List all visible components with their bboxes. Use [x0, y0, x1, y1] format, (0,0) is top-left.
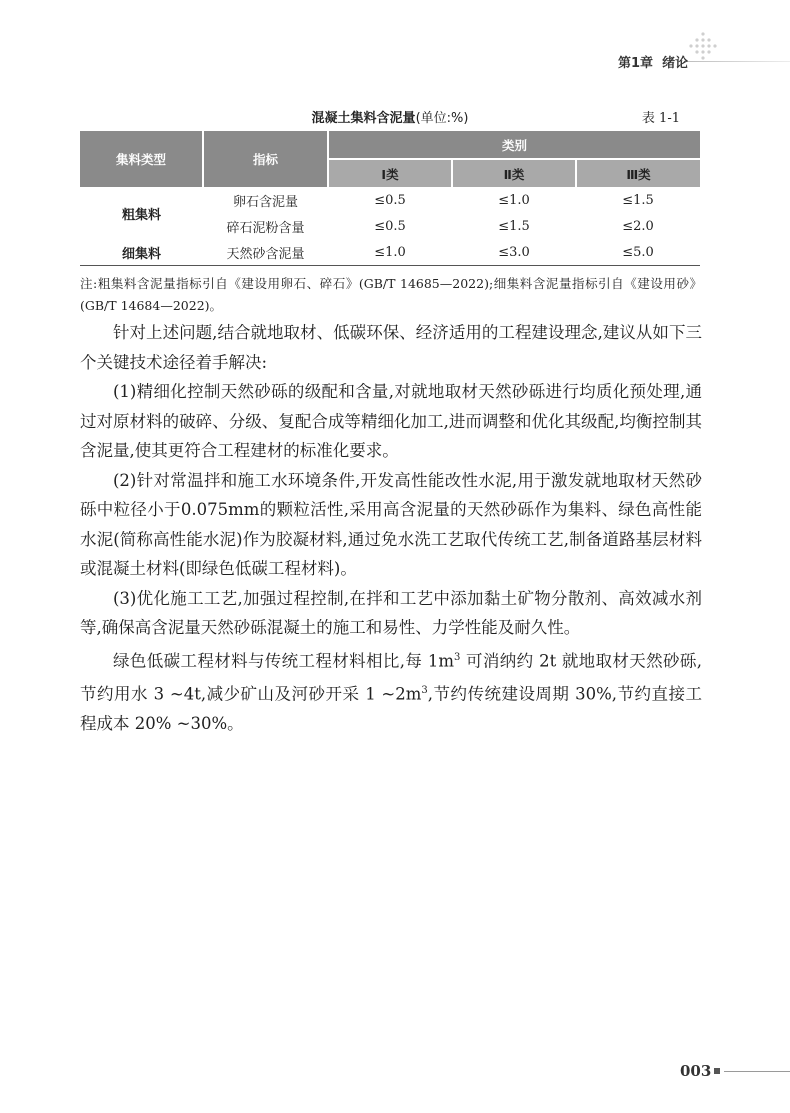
body-text [80, 318, 702, 738]
footer-rule [724, 1071, 790, 1072]
silt-content-table [80, 131, 700, 266]
benefits-superscript-2: 3 [421, 684, 428, 696]
group-fine-aggregate: 细集料 [80, 239, 203, 266]
header-aggregate-type: 集料类型 [80, 131, 203, 187]
benefits-text-c: ,节约传统建设周期 30%,节约直接工程成本 20% ~30%。 [80, 684, 702, 733]
row-value-class-2: ≤1.0 [498, 192, 530, 208]
row-value-class-3: ≤5.0 [576, 239, 700, 266]
table-note: 注:粗集料含泥量指标引自《建设用卵石、碎石》(GB/T 14685—2022);细集料含泥量指标引自《建设用砂》(GB/T 14684—2022)。 [80, 276, 702, 313]
paragraph-measure-2: (2)针对常温拌和施工水环境条件,开发高性能改性水泥,用于激发就地取材天然砂砾中粒径小于0.075mm的颗粒活性,采用高含泥量的天然砂砾作为集料、绿色高性能水泥(简称高性能水泥)作为胶凝材料,通过免水洗工艺取代传统工艺,制备道路基层材料或混凝土材料(即绿色低碳工程材料)。 [80, 470, 702, 578]
benefits-text-a: 绿色低碳工程材料与传统工程材料相比,每 1m [113, 651, 454, 670]
row-value-class-2: ≤3.0 [452, 239, 576, 266]
header-rule [685, 61, 790, 62]
page-number: 003 [680, 1062, 712, 1080]
table-title [80, 107, 700, 126]
table-row [80, 239, 700, 266]
header-class-3: Ⅲ类 [576, 159, 700, 187]
paragraph-measure-3: (3)优化施工工艺,加强过程控制,在拌和工艺中添加黏土矿物分散剂、高效减水剂等,确保高含泥量天然砂砾混凝土的施工和易性、力学性能及耐久性。 [80, 588, 702, 637]
running-header [590, 52, 790, 78]
row-value-class-3: ≤1.5 [622, 192, 654, 208]
row-value-class-1: ≤0.5 [374, 192, 406, 208]
row-indicator: 卵石含泥量 [232, 194, 298, 210]
benefits-text-b: 可消纳约 2t 就地取材天然砂砾,节约用水 3 ~4t,减少矿山及河砂开采 1 ~2m [80, 651, 703, 703]
header-class-2: Ⅱ类 [452, 159, 576, 187]
table-row [80, 187, 700, 213]
paragraph-benefits [80, 643, 702, 739]
chapter-number: 第1章 [618, 56, 654, 71]
paragraph-measure-1: (1)精细化控制天然砂砾的级配和含量,对就地取材天然砂砾进行均质化预处理,通过对原材料的破碎、分级、复配合成等精细化加工,进而调整和优化其级配,均衡控制其含泥量,使其更符合工程建材的标准化要求。 [80, 382, 702, 460]
row-value-class-2: ≤1.5 [498, 218, 530, 234]
chapter-name: 绪论 [662, 56, 689, 71]
page-footer [680, 1062, 790, 1080]
row-value-class-3: ≤2.0 [622, 218, 654, 234]
header-class-1: Ⅰ类 [328, 159, 452, 187]
row-indicator: 碎石泥粉含量 [226, 220, 305, 236]
header-indicator: 指标 [203, 131, 328, 187]
table-caption [80, 107, 700, 125]
table-header-row [80, 131, 700, 159]
row-indicator: 天然砂含泥量 [203, 239, 328, 266]
benefits-superscript-1: 3 [454, 651, 461, 663]
row-value-class-1: ≤1.0 [328, 239, 452, 266]
square-bullet-icon [714, 1068, 720, 1074]
paragraph-intro: 针对上述问题,结合就地取材、低碳环保、经济适用的工程建设理念,建议从如下三个关键技术途径着手解决: [80, 323, 702, 372]
table-title-text: 混凝土集料含泥量 [311, 111, 416, 126]
table-number: 表 1-1 [641, 111, 680, 126]
table-unit: (单位:%) [415, 111, 469, 126]
row-value-class-1: ≤0.5 [374, 218, 406, 234]
chapter-title [618, 52, 688, 71]
dot-grid-ornament-icon [683, 30, 723, 70]
group-coarse-aggregate: 粗集料 [121, 207, 161, 223]
header-category: 类别 [328, 131, 700, 159]
